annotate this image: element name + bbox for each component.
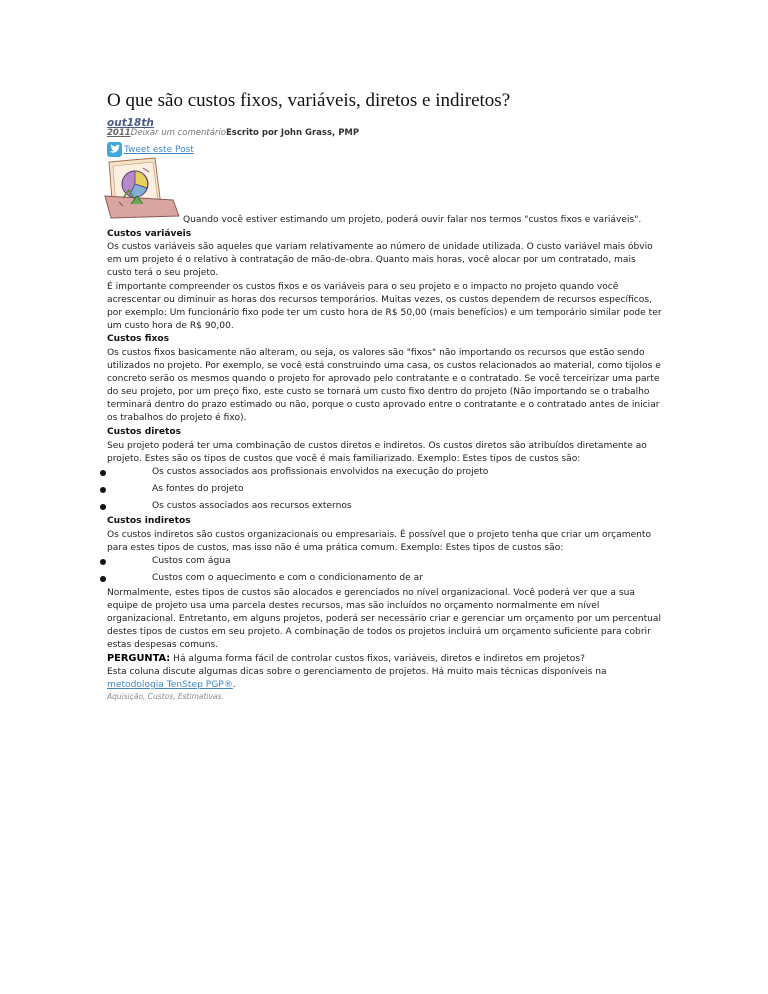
bullet-icon <box>100 470 106 476</box>
paragraph-indiretos-1: Os custos indiretos são custos organizacionais ou empresariais. É possível que o projeto tenha que criar um orçamento para estes tipos de custos, mas isso não é uma prática comum. Exemplo: Estes tipos de custos são: <box>107 530 652 554</box>
cost-chart-clipart <box>103 156 183 222</box>
question-line <box>107 653 585 664</box>
bullet-icon <box>100 504 106 510</box>
paragraph-variaveis-2: É importante compreender os custos fixos e os variáveis para o seu projeto e o impacto no projeto quando você acrescentar ou diminuir as horas dos recursos temporários. Muitas vezes, os custos dependem de recursos específicos, por exemplo: Um funcionário fixo pode ter um custo hora de R$ 50,00 (mais benefícios) e um temporário similar pode ter um custo hora de R$ 90,00. <box>107 282 662 332</box>
comment-link[interactable]: Deixar um comentário <box>130 128 226 138</box>
heading-custos-fixos: Custos fixos <box>107 334 170 344</box>
closing-text: Esta coluna discute algumas dicas sobre o gerenciamento de projetos. Há muito mais técnicas disponíveis na <box>107 667 607 677</box>
paragraph-diretos-1: Seu projeto poderá ter uma combinação de custos diretos e indiretos. Os custos diretos são atribuídos diretamente ao projeto. Estes são os tipos de custos que você é mais familiarizado. Exemplo: Estes tipos de custos são: <box>107 441 647 465</box>
twitter-bird-icon[interactable] <box>107 142 122 157</box>
question-text: Há alguma forma fácil de controlar custos fixos, variáveis, diretos e indiretos em projetos? <box>170 654 585 664</box>
list-item: Custos com água <box>152 556 231 566</box>
closing-paragraph <box>107 666 663 692</box>
post-date-link[interactable]: out18th <box>107 117 154 129</box>
paragraph-fixos-1: Os custos fixos basicamente não alteram, ou seja, os valores são "fixos" não importando os recursos que estão sendo utilizados no projeto. Por exemplo, se você está construindo uma casa, os custos relacionados ao material, como tijolos e concreto serão os mesmos quando o projeto for aprovado pelo contratante e o contratado. Se você terceirizar uma parte do seu projeto, por um preço fixo, este custo se tornará um custo fixo dentro do projeto (Não importando se o trabalho terminará dentro do prazo estimado ou não, porque o custo aprovado entre o contratante e o contratado antes de iniciar os trabalhos do projeto é fixo). <box>107 348 661 424</box>
paragraph-variaveis-1: Os custos variáveis são aqueles que variam relativamente ao número de unidade utilizada. O custo variável mais óbvio em um projeto é o relativo à contratação de mão-de-obra. Quanto mais horas, você alocar por um contratado, mais custo terá o seu projeto. <box>107 242 653 279</box>
closing-period: . <box>232 680 236 691</box>
bullet-icon <box>100 576 106 582</box>
question-label: PERGUNTA: <box>107 653 171 664</box>
tweet-link[interactable]: Tweet este Post <box>124 145 194 155</box>
bullet-icon <box>100 559 106 565</box>
heading-custos-indiretos: Custos indiretos <box>107 516 191 526</box>
list-item: Os custos associados aos recursos externos <box>152 501 352 511</box>
post-tags[interactable]: Aquisição, Custos, Estimativas <box>107 692 222 701</box>
paragraph-indiretos-2: Normalmente, estes tipos de custos são alocados e gerenciados no nível organizacional. Você poderá ver que a sua equipe de projeto usa uma parcela destes recursos, mas são incluídos no orçamento normalmente em nível organizacional. Entretanto, em alguns projetos, poderá ser necessário criar e gerenciar um orçamento por um percentual destes tipos de custos em seu projeto. A combinação de todos os projetos incluirá um orçamento suficiente para cobrir estas despesas comuns. <box>107 588 662 651</box>
list-item: Os custos associados aos profissionais envolvidos na execução do projeto <box>152 467 489 477</box>
heading-custos-diretos: Custos diretos <box>107 427 182 437</box>
author-line: Escrito por John Grass, PMP <box>225 128 360 138</box>
article-title: O que são custos fixos, variáveis, diretos e indiretos? <box>107 90 511 111</box>
list-item: Custos com o aquecimento e com o condicionamento de ar <box>152 573 423 583</box>
list-item: As fontes do projeto <box>152 484 244 494</box>
bullet-icon <box>100 487 106 493</box>
methodology-link[interactable]: metodologia TenStep PGP® <box>107 680 233 691</box>
post-meta <box>107 128 359 138</box>
post-year[interactable]: 2011 <box>107 128 131 138</box>
heading-custos-variaveis: Custos variáveis <box>107 229 192 239</box>
intro-paragraph: Quando você estiver estimando um projeto, poderá ouvir falar nos termos "custos fixos e variáveis". <box>183 215 642 225</box>
